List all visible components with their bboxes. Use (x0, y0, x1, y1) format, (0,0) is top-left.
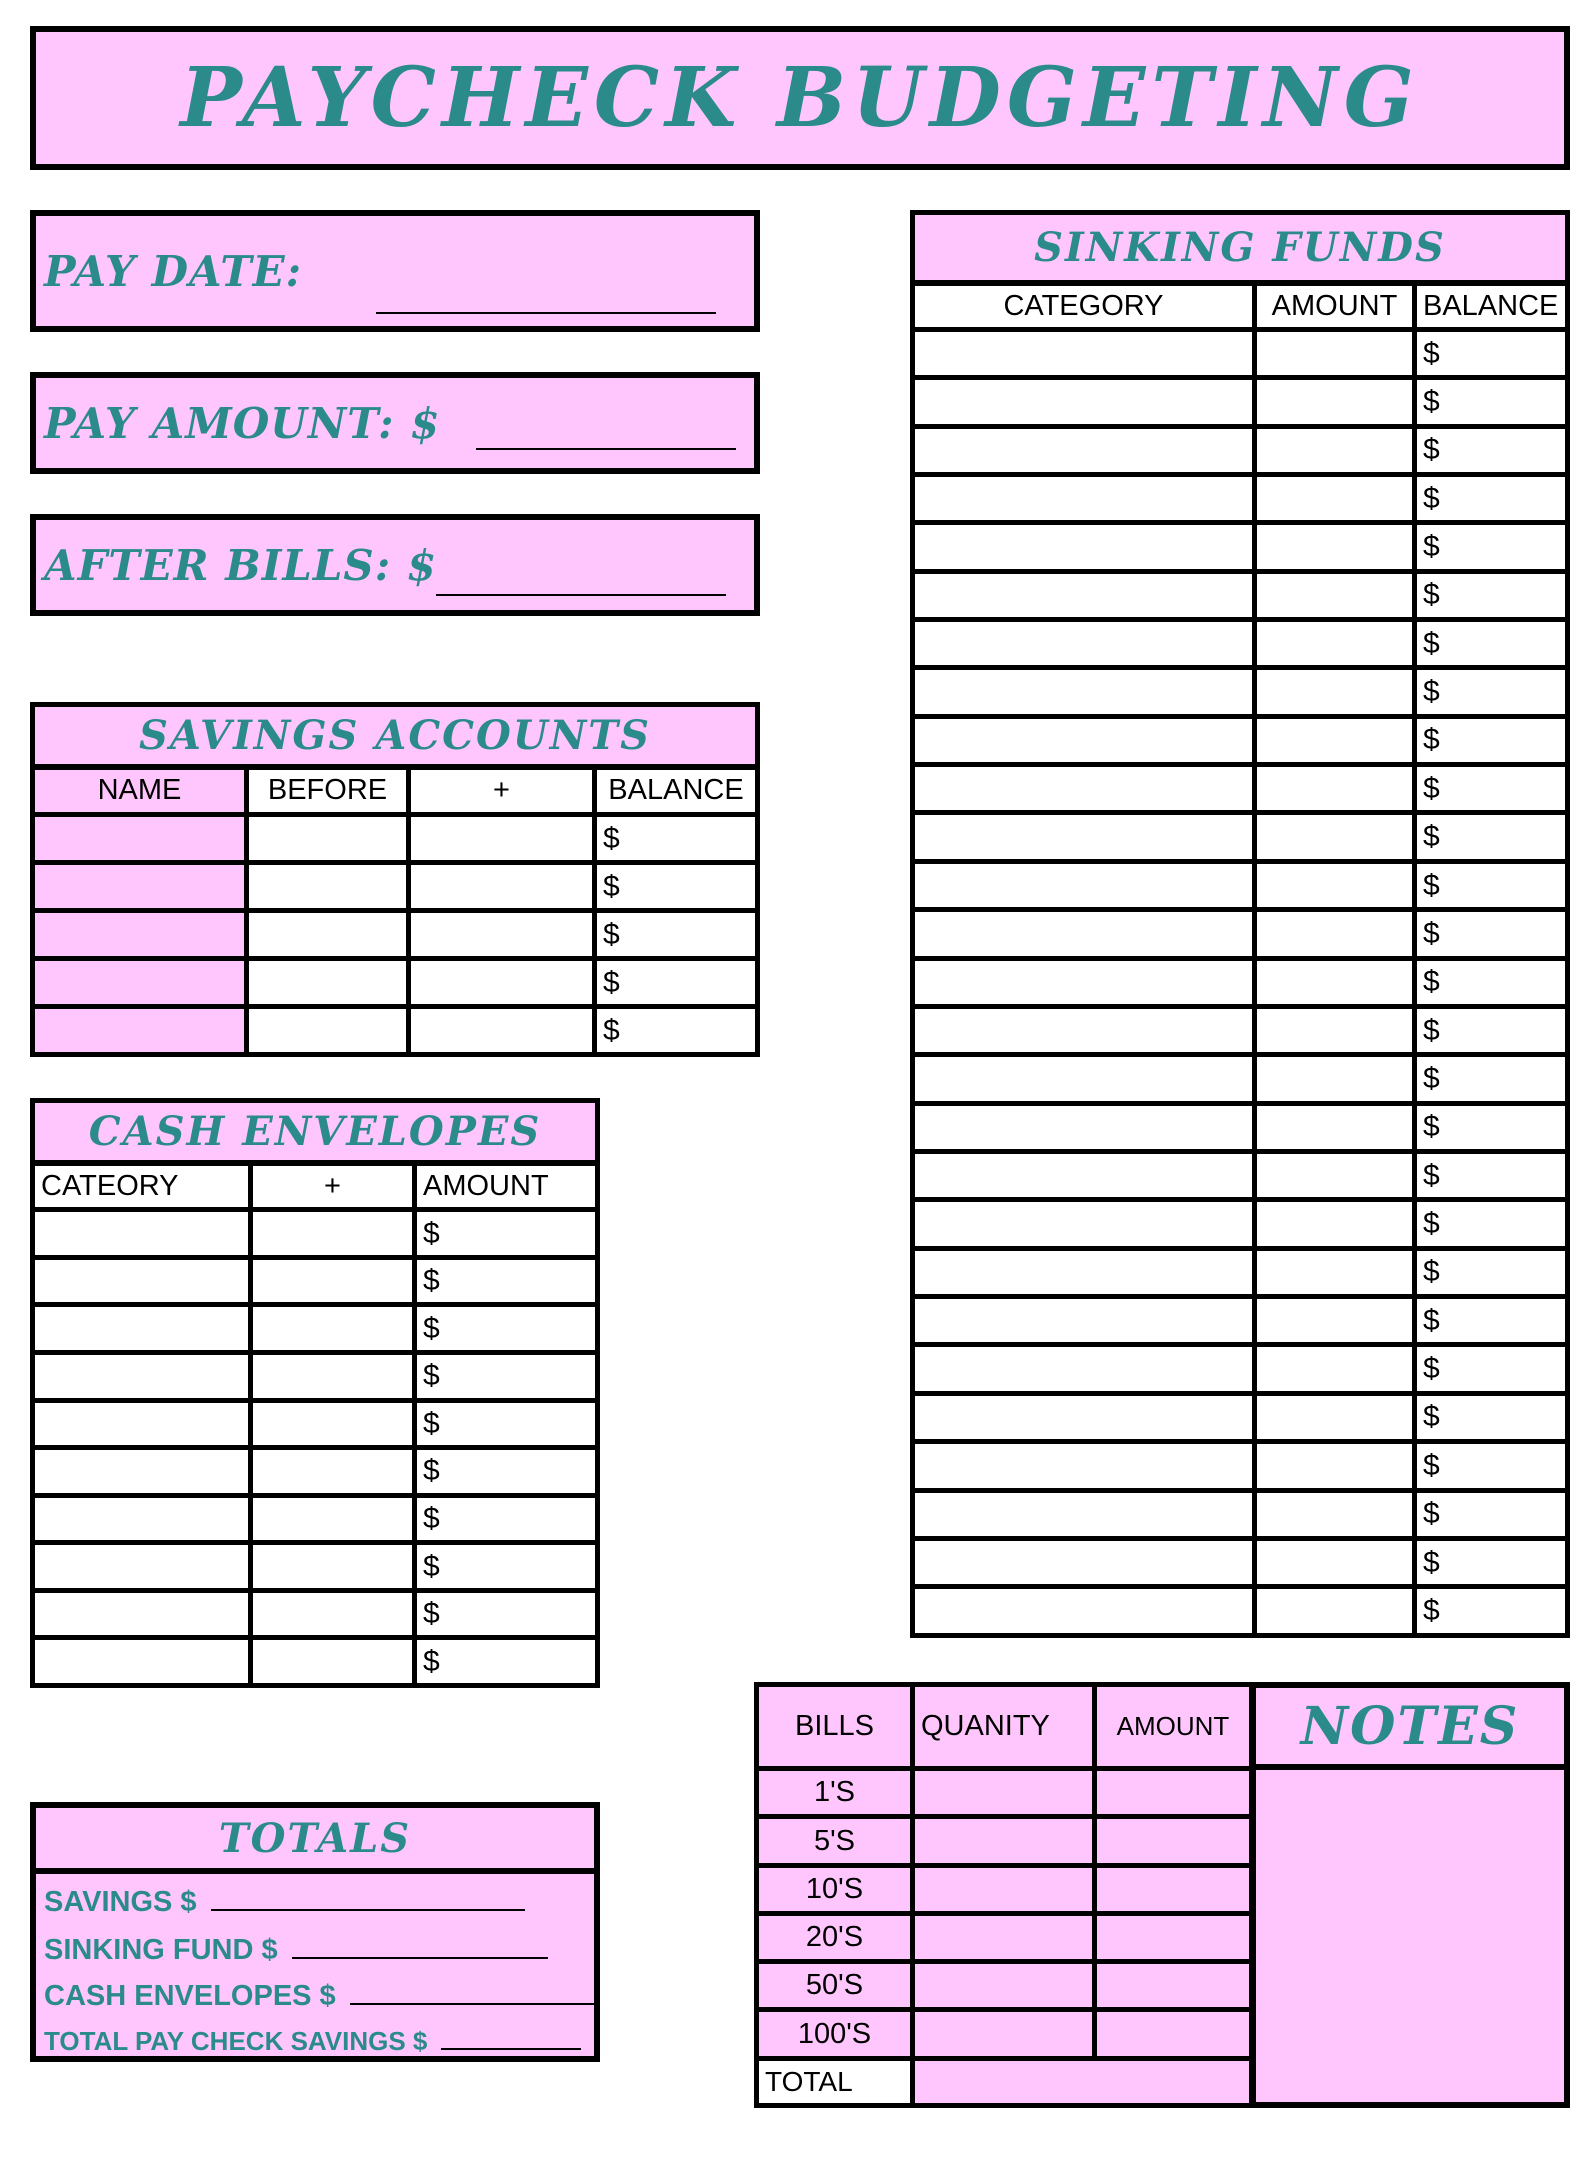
cash-plus-cell[interactable] (251, 1590, 415, 1638)
table-row (33, 1305, 598, 1353)
bills-table (754, 1682, 1254, 2108)
sinking-amount-cell[interactable] (1255, 668, 1415, 716)
savings-plus-cell[interactable] (409, 959, 595, 1007)
totals-cash-envelopes-label: CASH ENVELOPES $ (44, 1980, 336, 2012)
sinking-amount-cell[interactable] (1255, 765, 1415, 813)
sinking-amount-cell[interactable] (1255, 1393, 1415, 1441)
notes-box (1250, 1682, 1570, 2108)
savings-balance-cell[interactable]: $ (595, 815, 758, 863)
pay-amount-label: PAY AMOUNT: $ (44, 398, 441, 448)
bill-denomination: 5'S (757, 1817, 913, 1865)
table-row (913, 1055, 1568, 1103)
sinking-amount-cell[interactable] (1255, 1200, 1415, 1248)
savings-balance-cell[interactable]: $ (595, 911, 758, 959)
table-row (913, 1442, 1568, 1490)
bill-amount-cell[interactable] (1095, 1769, 1252, 1817)
sinking-amount-cell[interactable] (1255, 1345, 1415, 1393)
sinking-amount-cell[interactable] (1255, 1103, 1415, 1151)
sinking-category-cell[interactable] (913, 1345, 1255, 1393)
table-row (33, 815, 758, 863)
bill-quanity-cell[interactable] (913, 1817, 1095, 1865)
sinking-balance-cell[interactable]: $ (1415, 1200, 1568, 1248)
bill-quanity-cell[interactable] (913, 1865, 1095, 1913)
cash-envelopes-table (30, 1098, 600, 1688)
col-bills: BILLS (757, 1685, 913, 1769)
sinking-balance-cell[interactable]: $ (1415, 1006, 1568, 1054)
table-row (757, 2010, 1252, 2058)
col-category: CATEORY (33, 1163, 251, 1210)
after-bills-box (30, 514, 760, 616)
cash-plus-cell[interactable] (251, 1210, 415, 1258)
sinking-category-cell[interactable] (913, 1442, 1255, 1490)
cash-amount-cell[interactable]: $ (415, 1448, 598, 1496)
cash-category-cell[interactable] (33, 1590, 251, 1638)
cash-plus-cell[interactable] (251, 1257, 415, 1305)
totals-savings (44, 1886, 525, 1919)
table-row (913, 716, 1568, 764)
sinking-balance-cell[interactable]: $ (1415, 1393, 1568, 1441)
sinking-balance-cell[interactable]: $ (1415, 716, 1568, 764)
col-plus: + (251, 1163, 415, 1210)
sinking-amount-cell[interactable] (1255, 716, 1415, 764)
bill-amount-cell[interactable] (1095, 1817, 1252, 1865)
sinking-category-cell[interactable] (913, 1538, 1255, 1586)
sinking-balance-cell[interactable]: $ (1415, 523, 1568, 571)
bill-denomination: 1'S (757, 1769, 913, 1817)
table-row (33, 1590, 598, 1638)
table-row (913, 813, 1568, 861)
table-row (913, 1006, 1568, 1054)
bill-denomination: 50'S (757, 1962, 913, 2010)
savings-name-cell[interactable] (33, 863, 247, 911)
table-row (33, 1495, 598, 1543)
totals-title: TOTALS (218, 1814, 412, 1862)
sinking-category-cell[interactable] (913, 1490, 1255, 1538)
sinking-amount-cell[interactable] (1255, 1055, 1415, 1103)
totals-sinking-fund-label: SINKING FUND $ (44, 1934, 278, 1966)
after-bills-input-line[interactable] (436, 594, 726, 596)
after-bills-label: AFTER BILLS: $ (44, 540, 438, 590)
sinking-balance-cell[interactable]: $ (1415, 1248, 1568, 1296)
savings-before-cell[interactable] (247, 863, 409, 911)
sinking-amount-cell[interactable] (1255, 1538, 1415, 1586)
cash-amount-cell[interactable]: $ (415, 1543, 598, 1591)
totals-savings-line[interactable] (211, 1909, 525, 1911)
table-row (913, 1103, 1568, 1151)
savings-accounts-table (30, 702, 760, 1054)
savings-plus-cell[interactable] (409, 815, 595, 863)
sinking-balance-cell[interactable]: $ (1415, 668, 1568, 716)
sinking-category-cell[interactable] (913, 1152, 1255, 1200)
savings-plus-cell[interactable] (409, 863, 595, 911)
savings-plus-cell[interactable] (409, 911, 595, 959)
sinking-balance-cell[interactable]: $ (1415, 765, 1568, 813)
savings-name-cell[interactable] (33, 959, 247, 1007)
sinking-balance-cell[interactable]: $ (1415, 474, 1568, 522)
pay-date-label: PAY DATE: (44, 246, 303, 296)
sinking-category-cell[interactable] (913, 571, 1255, 619)
col-quanity: QUANITY (913, 1685, 1095, 1769)
table-row (913, 1152, 1568, 1200)
sinking-balance-cell[interactable]: $ (1415, 861, 1568, 909)
table-row (33, 863, 758, 911)
table-row (913, 1200, 1568, 1248)
cash-amount-cell[interactable]: $ (415, 1590, 598, 1638)
totals-paycheck-savings (44, 2026, 581, 2057)
sinking-amount-cell[interactable] (1255, 910, 1415, 958)
savings-name-cell[interactable] (33, 1007, 247, 1055)
sinking-balance-cell[interactable]: $ (1415, 329, 1568, 377)
sinking-category-cell[interactable] (913, 668, 1255, 716)
sinking-balance-cell[interactable]: $ (1415, 1152, 1568, 1200)
sinking-category-cell[interactable] (913, 1103, 1255, 1151)
table-row (757, 1962, 1252, 2010)
col-category: CATEGORY (913, 283, 1255, 329)
table-row (913, 1297, 1568, 1345)
cash-category-cell[interactable] (33, 1257, 251, 1305)
table-row (913, 523, 1568, 571)
col-balance: BALANCE (595, 767, 758, 815)
sinking-category-cell[interactable] (913, 426, 1255, 474)
sinking-balance-cell[interactable]: $ (1415, 958, 1568, 1006)
table-row (913, 620, 1568, 668)
table-row (33, 1400, 598, 1448)
bill-amount-cell[interactable] (1095, 2010, 1252, 2058)
sinking-amount-cell[interactable] (1255, 620, 1415, 668)
cash-plus-cell[interactable] (251, 1638, 415, 1686)
table-row (33, 1448, 598, 1496)
sinking-category-cell[interactable] (913, 958, 1255, 1006)
savings-name-cell[interactable] (33, 911, 247, 959)
sinking-amount-cell[interactable] (1255, 1442, 1415, 1490)
table-row (913, 1587, 1568, 1636)
pay-date-input-line[interactable] (376, 312, 716, 314)
sinking-balance-cell[interactable]: $ (1415, 813, 1568, 861)
sinking-amount-cell[interactable] (1255, 378, 1415, 426)
table-row (757, 1769, 1252, 1817)
table-row (913, 329, 1568, 377)
table-row (913, 668, 1568, 716)
table-row (33, 1007, 758, 1055)
pay-amount-box (30, 372, 760, 474)
col-before: BEFORE (247, 767, 409, 815)
table-row (913, 426, 1568, 474)
bill-quanity-cell[interactable] (913, 1962, 1095, 2010)
sinking-amount-cell[interactable] (1255, 1490, 1415, 1538)
savings-balance-cell[interactable]: $ (595, 1007, 758, 1055)
bill-quanity-cell[interactable] (913, 2010, 1095, 2058)
table-row (33, 911, 758, 959)
savings-before-cell[interactable] (247, 959, 409, 1007)
table-row (913, 765, 1568, 813)
table-row (913, 378, 1568, 426)
bill-denomination: 100'S (757, 2010, 913, 2058)
table-row (913, 910, 1568, 958)
page-title: PAYCHECK BUDGETING (180, 50, 1420, 146)
totals-box (30, 1802, 600, 2062)
cash-amount-cell[interactable]: $ (415, 1352, 598, 1400)
sinking-category-cell[interactable] (913, 1006, 1255, 1054)
sinking-balance-cell[interactable]: $ (1415, 571, 1568, 619)
bills-total-cell[interactable] (913, 2058, 1252, 2105)
bill-amount-cell[interactable] (1095, 1962, 1252, 2010)
totals-sinking-fund-line[interactable] (292, 1957, 548, 1959)
title-banner (30, 26, 1570, 170)
table-row (913, 571, 1568, 619)
sinking-funds-table (910, 210, 1570, 1638)
sinking-balance-cell[interactable]: $ (1415, 1103, 1568, 1151)
totals-paycheck-savings-line[interactable] (441, 2048, 581, 2050)
totals-sinking-fund (44, 1934, 548, 1967)
cash-amount-cell[interactable]: $ (415, 1400, 598, 1448)
savings-name-cell[interactable] (33, 815, 247, 863)
table-row (913, 958, 1568, 1006)
table-row (757, 1817, 1252, 1865)
sinking-category-cell[interactable] (913, 765, 1255, 813)
cash-category-cell[interactable] (33, 1305, 251, 1353)
table-row (913, 1393, 1568, 1441)
sinking-amount-cell[interactable] (1255, 813, 1415, 861)
sinking-category-cell[interactable] (913, 861, 1255, 909)
savings-before-cell[interactable] (247, 911, 409, 959)
sinking-category-cell[interactable] (913, 378, 1255, 426)
savings-balance-cell[interactable]: $ (595, 863, 758, 911)
table-row (33, 1638, 598, 1686)
bill-quanity-cell[interactable] (913, 1913, 1095, 1961)
bill-denomination: 10'S (757, 1865, 913, 1913)
notes-header (1256, 1688, 1564, 1770)
notes-title: NOTES (1300, 1695, 1520, 1757)
cash-category-cell[interactable] (33, 1638, 251, 1686)
sinking-category-cell[interactable] (913, 329, 1255, 377)
sinking-balance-cell[interactable]: $ (1415, 426, 1568, 474)
sinking-amount-cell[interactable] (1255, 474, 1415, 522)
savings-before-cell[interactable] (247, 1007, 409, 1055)
table-row (913, 1490, 1568, 1538)
sinking-balance-cell[interactable]: $ (1415, 1297, 1568, 1345)
table-row (757, 1865, 1252, 1913)
cash-amount-cell[interactable]: $ (415, 1495, 598, 1543)
sinking-amount-cell[interactable] (1255, 1152, 1415, 1200)
table-row (913, 1345, 1568, 1393)
cash-category-cell[interactable] (33, 1210, 251, 1258)
table-row (33, 1257, 598, 1305)
totals-paycheck-savings-label: TOTAL PAY CHECK SAVINGS $ (44, 2026, 428, 2056)
sinking-amount-cell[interactable] (1255, 1006, 1415, 1054)
sinking-amount-cell[interactable] (1255, 1248, 1415, 1296)
sinking-category-cell[interactable] (913, 523, 1255, 571)
pay-amount-input-line[interactable] (476, 448, 736, 450)
sinking-amount-cell[interactable] (1255, 571, 1415, 619)
bill-denomination: 20'S (757, 1913, 913, 1961)
sinking-category-cell[interactable] (913, 1200, 1255, 1248)
cash-category-cell[interactable] (33, 1495, 251, 1543)
totals-header (36, 1808, 594, 1874)
notes-area[interactable] (1256, 1770, 1564, 2102)
col-balance: BALANCE (1415, 283, 1568, 329)
totals-cash-envelopes-line[interactable] (350, 2003, 596, 2005)
sinking-amount-cell[interactable] (1255, 1587, 1415, 1636)
cash-category-cell[interactable] (33, 1352, 251, 1400)
cash-category-cell[interactable] (33, 1400, 251, 1448)
table-row (33, 1210, 598, 1258)
cash-category-cell[interactable] (33, 1543, 251, 1591)
bill-amount-cell[interactable] (1095, 1913, 1252, 1961)
sinking-balance-cell[interactable]: $ (1415, 378, 1568, 426)
sinking-balance-cell[interactable]: $ (1415, 1490, 1568, 1538)
cash-amount-cell[interactable]: $ (415, 1257, 598, 1305)
cash-plus-cell[interactable] (251, 1495, 415, 1543)
sinking-balance-cell[interactable]: $ (1415, 1055, 1568, 1103)
col-amount: AMOUNT (415, 1163, 598, 1210)
table-row (913, 861, 1568, 909)
sinking-balance-cell[interactable]: $ (1415, 1587, 1568, 1636)
cash-plus-cell[interactable] (251, 1448, 415, 1496)
sinking-category-cell[interactable] (913, 474, 1255, 522)
sinking-balance-cell[interactable]: $ (1415, 1345, 1568, 1393)
sinking-category-cell[interactable] (913, 1297, 1255, 1345)
sinking-amount-cell[interactable] (1255, 1297, 1415, 1345)
sinking-balance-cell[interactable]: $ (1415, 620, 1568, 668)
col-amount: AMOUNT (1255, 283, 1415, 329)
totals-cash-envelopes (44, 1980, 596, 2013)
sinking-amount-cell[interactable] (1255, 523, 1415, 571)
savings-accounts-title: SAVINGS ACCOUNTS (139, 711, 651, 759)
col-amount: AMOUNT (1095, 1685, 1252, 1769)
sinking-amount-cell[interactable] (1255, 958, 1415, 1006)
sinking-category-cell[interactable] (913, 910, 1255, 958)
sinking-category-cell[interactable] (913, 1393, 1255, 1441)
bills-total-label: TOTAL (757, 2058, 913, 2105)
sinking-funds-title: SINKING FUNDS (1034, 224, 1446, 272)
sinking-amount-cell[interactable] (1255, 426, 1415, 474)
sinking-category-cell[interactable] (913, 1587, 1255, 1636)
cash-plus-cell[interactable] (251, 1305, 415, 1353)
col-name: NAME (33, 767, 247, 815)
col-plus: + (409, 767, 595, 815)
cash-amount-cell[interactable]: $ (415, 1638, 598, 1686)
sinking-category-cell[interactable] (913, 620, 1255, 668)
sinking-category-cell[interactable] (913, 1055, 1255, 1103)
sinking-balance-cell[interactable]: $ (1415, 910, 1568, 958)
bill-amount-cell[interactable] (1095, 1865, 1252, 1913)
sinking-amount-cell[interactable] (1255, 861, 1415, 909)
cash-envelopes-title: CASH ENVELOPES (88, 1108, 542, 1156)
savings-before-cell[interactable] (247, 815, 409, 863)
sinking-balance-cell[interactable]: $ (1415, 1538, 1568, 1586)
table-row (913, 1248, 1568, 1296)
sinking-category-cell[interactable] (913, 716, 1255, 764)
sinking-category-cell[interactable] (913, 813, 1255, 861)
sinking-amount-cell[interactable] (1255, 329, 1415, 377)
table-row (757, 1913, 1252, 1961)
table-row (33, 1543, 598, 1591)
cash-amount-cell[interactable]: $ (415, 1210, 598, 1258)
cash-plus-cell[interactable] (251, 1352, 415, 1400)
pay-date-box (30, 210, 760, 332)
sinking-category-cell[interactable] (913, 1248, 1255, 1296)
cash-category-cell[interactable] (33, 1448, 251, 1496)
table-row (913, 474, 1568, 522)
table-row (913, 1538, 1568, 1586)
savings-balance-cell[interactable]: $ (595, 959, 758, 1007)
totals-savings-label: SAVINGS $ (44, 1886, 197, 1918)
cash-plus-cell[interactable] (251, 1543, 415, 1591)
cash-amount-cell[interactable]: $ (415, 1305, 598, 1353)
bill-quanity-cell[interactable] (913, 1769, 1095, 1817)
cash-plus-cell[interactable] (251, 1400, 415, 1448)
table-row (33, 1352, 598, 1400)
sinking-balance-cell[interactable]: $ (1415, 1442, 1568, 1490)
table-row (33, 959, 758, 1007)
savings-plus-cell[interactable] (409, 1007, 595, 1055)
